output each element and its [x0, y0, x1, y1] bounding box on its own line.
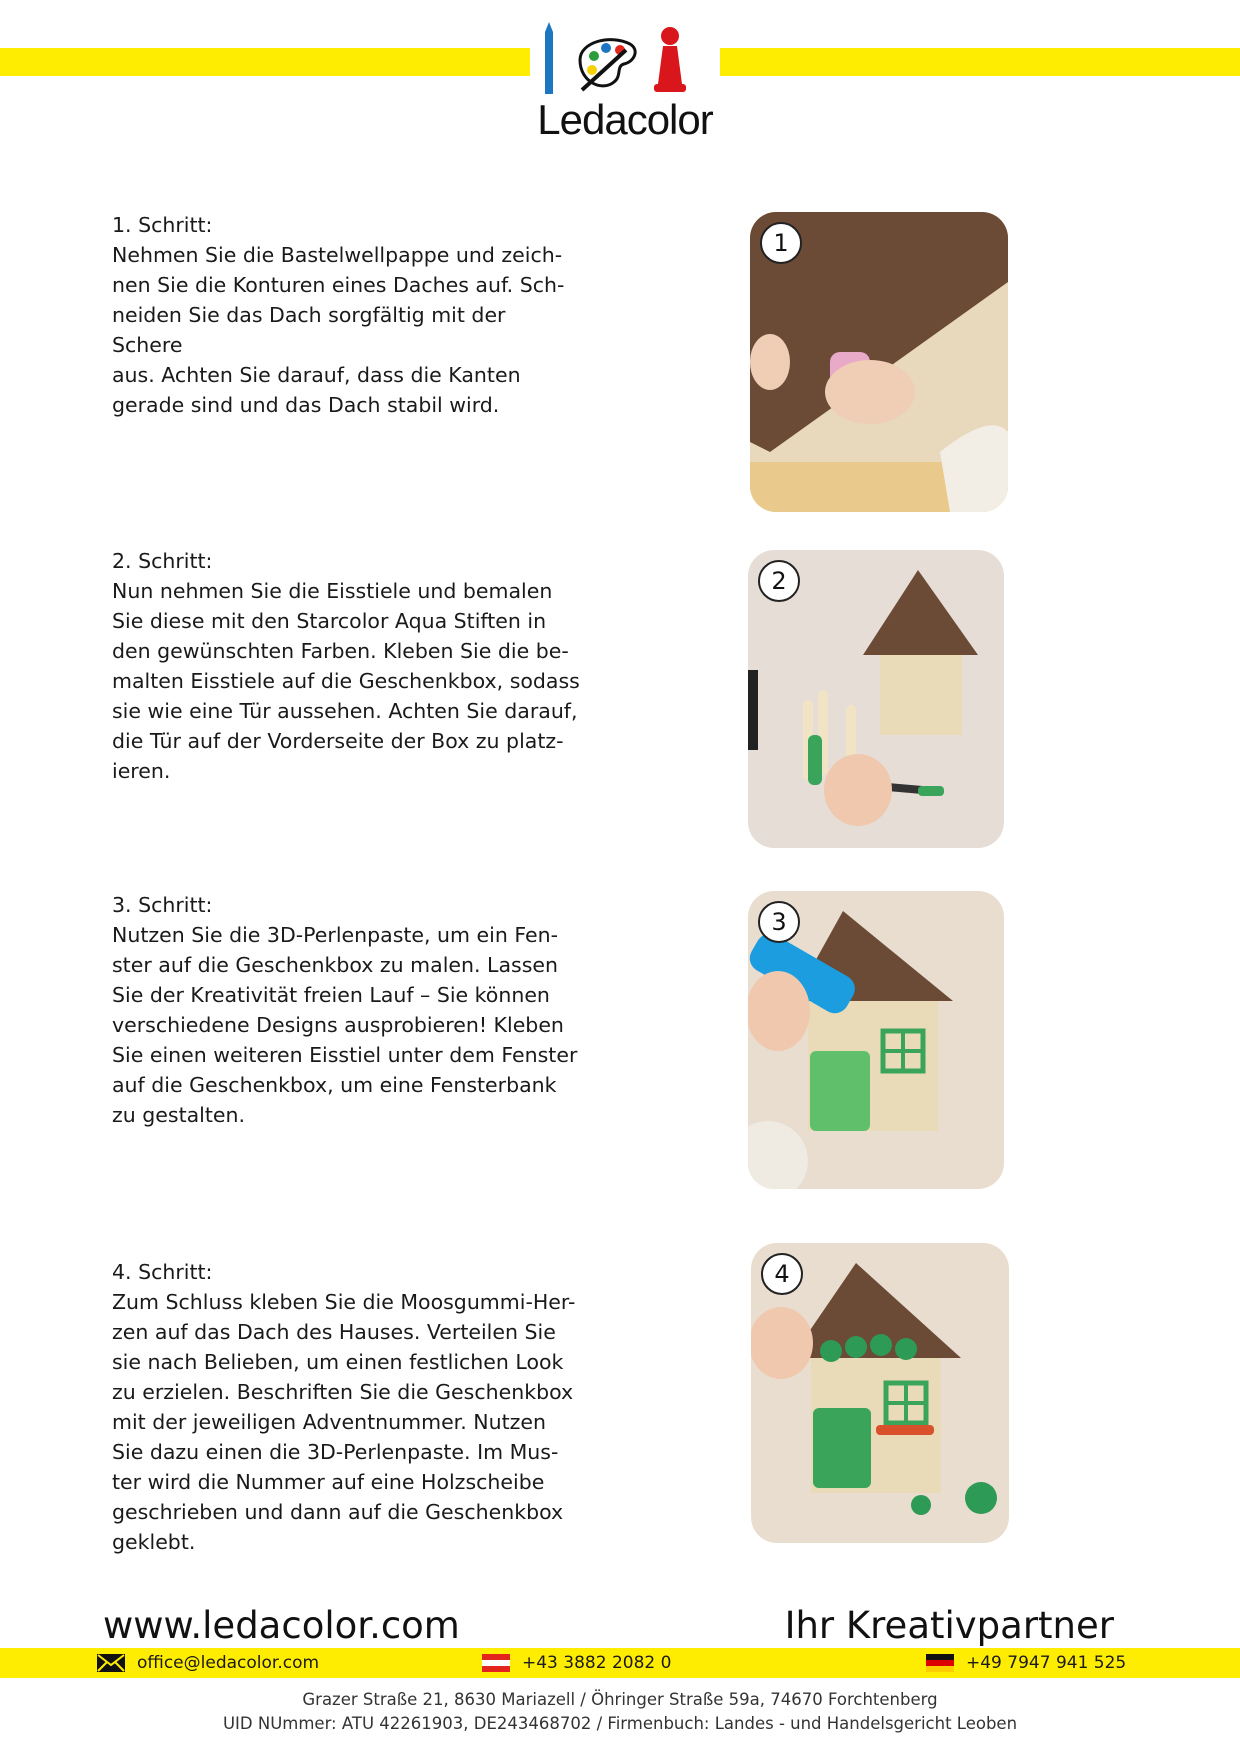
envelope-icon: [97, 1654, 125, 1672]
step-line: die Tür auf der Vorderseite der Box zu platz-: [112, 729, 564, 753]
step-1-text: [112, 210, 582, 420]
step-line: zu gestalten.: [112, 1103, 246, 1127]
step-line: neiden Sie das Dach sorgfältig mit der Schere: [112, 303, 506, 357]
step-line: geschrieben und dann auf die Geschenkbox: [112, 1500, 564, 1524]
step-number-badge: 2: [758, 560, 800, 602]
step-line: mit der jeweiligen Adventnummer. Nutzen: [112, 1410, 546, 1434]
step-line: sie nach Belieben, um einen festlichen Look: [112, 1350, 564, 1374]
step-title: 1. Schritt:: [112, 213, 213, 237]
step-line: ster auf die Geschenkbox zu malen. Lassen: [112, 953, 558, 977]
step-3-text: [112, 890, 582, 1130]
step-line: geklebt.: [112, 1530, 196, 1554]
company-address: Grazer Straße 21, 8630 Mariazell / Öhringer Straße 59a, 74670 Forchtenberg: [302, 1690, 938, 1709]
step-line: Zum Schluss kleben Sie die Moosgummi-Her-: [112, 1290, 576, 1314]
brand-name: Ledacolor: [537, 96, 713, 143]
austria-flag-icon: [482, 1654, 510, 1672]
step-line: den gewünschten Farben. Kleben Sie die be-: [112, 639, 569, 663]
slogan: Ihr Kreativpartner: [784, 1604, 1114, 1647]
step-line: malten Eisstiele auf die Geschenkbox, sodass: [112, 669, 580, 693]
phone-at-text[interactable]: +43 3882 2082 0: [522, 1653, 672, 1673]
step-line: ter wird die Nummer auf eine Holzscheibe: [112, 1470, 545, 1494]
step-3-photo: [748, 891, 1004, 1189]
phone-austria: [482, 1651, 671, 1675]
step-number-badge: 1: [760, 222, 802, 264]
step-line: Sie dazu einen die 3D-Perlenpaste. Im Mus-: [112, 1440, 559, 1464]
step-number-badge: 3: [758, 901, 800, 943]
step-line: aus. Achten Sie darauf, dass die Kanten: [112, 363, 521, 387]
germany-flag-icon: [926, 1654, 954, 1672]
step-number-badge: 4: [761, 1253, 803, 1295]
logo-pencil-palette-figure-icon: [530, 20, 720, 100]
step-2-text: [112, 546, 582, 786]
ledacolor-logo: [530, 20, 720, 143]
step-1-photo: [750, 212, 1008, 512]
step-line: Nutzen Sie die 3D-Perlenpaste, um ein Fen-: [112, 923, 559, 947]
step-line: nen Sie die Konturen eines Daches auf. Sch-: [112, 273, 565, 297]
step-4-photo: [751, 1243, 1009, 1543]
step-line: ieren.: [112, 759, 171, 783]
website-link[interactable]: www.ledacolor.com: [103, 1604, 460, 1647]
email-link[interactable]: office@ledacolor.com: [137, 1653, 320, 1673]
step-title: 3. Schritt:: [112, 893, 213, 917]
step-line: zu erzielen. Beschriften Sie die Geschenkbox: [112, 1380, 574, 1404]
step-title: 2. Schritt:: [112, 549, 213, 573]
step-2-photo: [748, 550, 1004, 848]
email-contact: [97, 1651, 319, 1675]
step-line: Sie einen weiteren Eisstiel unter dem Fenster: [112, 1043, 578, 1067]
step-line: gerade sind und das Dach stabil wird.: [112, 393, 500, 417]
step-line: Sie diese mit den Starcolor Aqua Stiften in: [112, 609, 547, 633]
step-line: verschiedene Designs ausprobieren! Kleben: [112, 1013, 564, 1037]
step-line: auf die Geschenkbox, um eine Fensterbank: [112, 1073, 557, 1097]
step-line: Sie der Kreativität freien Lauf – Sie können: [112, 983, 550, 1007]
step-4-text: [112, 1257, 582, 1557]
step-line: Nehmen Sie die Bastelwellpappe und zeich-: [112, 243, 563, 267]
step-line: zen auf das Dach des Hauses. Verteilen Sie: [112, 1320, 556, 1344]
phone-de-text[interactable]: +49 7947 941 525: [966, 1653, 1127, 1673]
company-legal-info: UID NUmmer: ATU 42261903, DE243468702 / Firmenbuch: Landes - und Handelsgericht Leoben: [222, 1714, 1018, 1733]
step-title: 4. Schritt:: [112, 1260, 213, 1284]
step-line: Nun nehmen Sie die Eisstiele und bemalen: [112, 579, 553, 603]
phone-germany: [926, 1651, 1126, 1675]
step-line: sie wie eine Tür aussehen. Achten Sie darauf,: [112, 699, 578, 723]
